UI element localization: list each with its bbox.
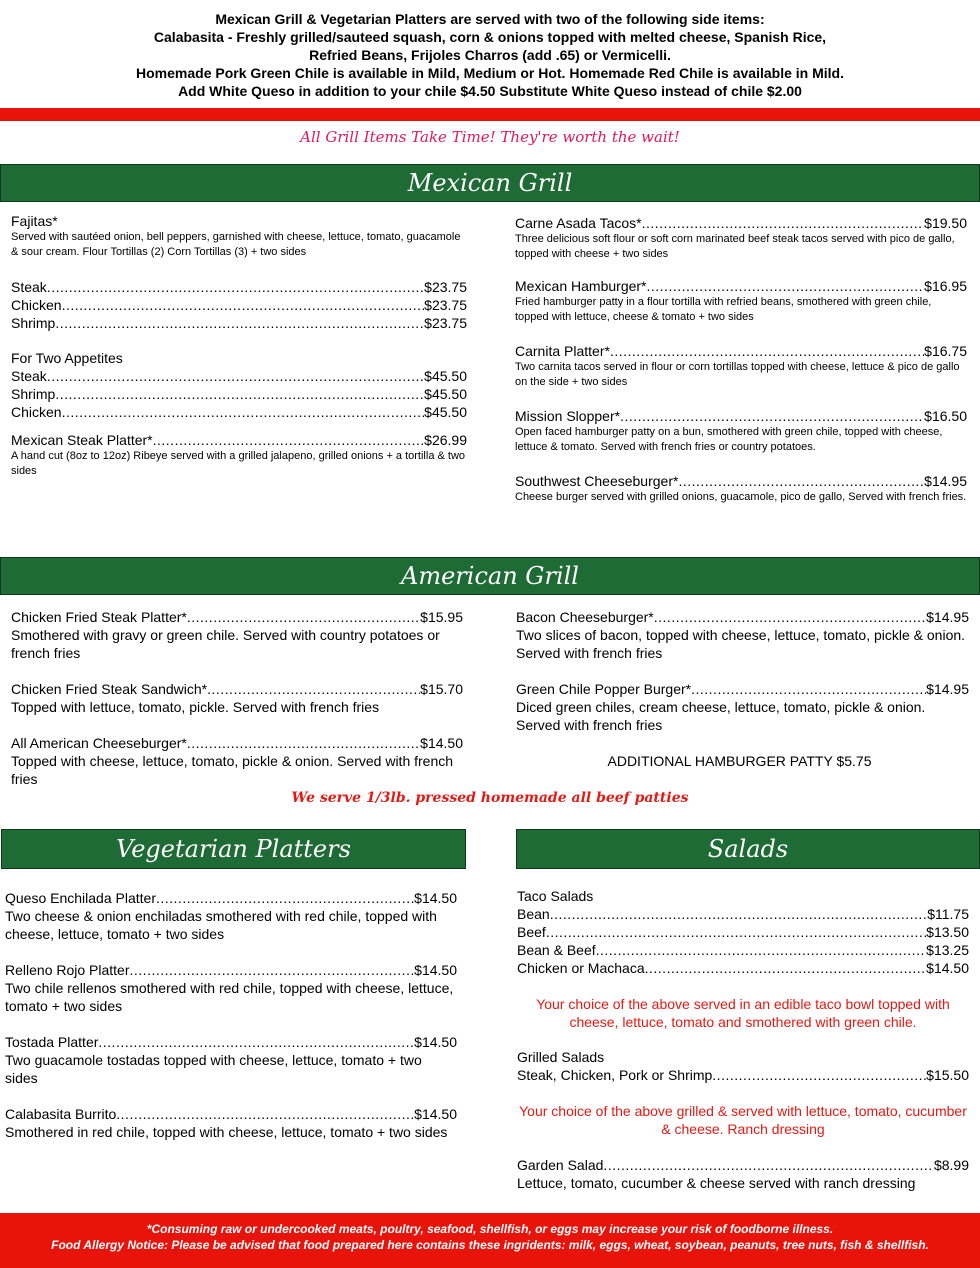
menu-row: Steak, Chicken, Pork or Shrimp ..... $15.50	[517, 1066, 969, 1084]
item-desc: Two cheese & onion enchiladas smothered with red chile, topped with cheese, lettuce, tomato + two sides	[5, 908, 437, 942]
intro-line: Calabasita - Freshly grilled/sauteed squash, corn & onions topped with melted cheese, Spanish Rice,	[153, 29, 827, 45]
salads-column	[517, 888, 969, 1192]
menu-row: Bean & Beef ..... $13.25	[517, 941, 969, 959]
intro-line: Mexican Grill & Vegetarian Platters are served with two of the following side items:	[215, 11, 765, 27]
menu-row: Garden Salad ..... $8.99	[517, 1156, 969, 1174]
red-divider	[0, 108, 980, 121]
menu-row: Relleno Rojo Platter ..... $14.50	[5, 961, 457, 979]
item-desc: Lettuce, tomato, cucumber & cheese served with ranch dressing	[517, 1175, 916, 1191]
item-desc: Two carnita tacos served in flour or corn tortillas topped with cheese, lettuce & pico de gallo on the side + two sides	[515, 361, 960, 388]
menu-row: Green Chile Popper Burger* ..... $14.95	[516, 680, 969, 698]
menu-row: Steak ..... $23.75	[11, 278, 467, 296]
menu-row: Mission Slopper* ..... $16.50	[515, 407, 967, 425]
menu-row: Mexican Steak Platter* ..... $26.99	[11, 431, 467, 449]
fajitas-title: Fajitas*	[11, 213, 58, 229]
menu-row: Mexican Hamburger* ..... $16.95	[515, 277, 967, 295]
salads-banner: Salads	[516, 829, 980, 869]
footer-line: *Consuming raw or undercooked meats, poultry, seafood, shellfish, or eggs may increase your risk of foodborne illness.	[146, 1222, 834, 1236]
vegetarian-platters-banner: Vegetarian Platters	[1, 829, 466, 869]
mexican-grill-banner: Mexican Grill	[0, 164, 980, 202]
taco-salad-note: Your choice of the above served in an edible taco bowl topped with cheese, lettuce, tomato and smothered with green chile.	[536, 996, 950, 1030]
american-left-column	[11, 608, 463, 788]
additional-patty-note: ADDITIONAL HAMBURGER PATTY $5.75	[607, 753, 872, 769]
menu-row: Chicken ..... $23.75	[11, 296, 467, 314]
intro-line: Refried Beans, Frijoles Charros (add .65) or Vermicelli.	[309, 47, 671, 63]
taco-salads-title: Taco Salads	[517, 888, 594, 904]
menu-row: Carne Asada Tacos* ..... $19.50	[515, 214, 967, 232]
american-grill-banner: American Grill	[0, 557, 980, 595]
mexican-left-column	[11, 213, 467, 479]
menu-row: Shrimp ..... $23.75	[11, 314, 467, 332]
vegetarian-column	[5, 889, 457, 1141]
menu-row: Chicken Fried Steak Platter* ..... $15.95	[11, 608, 463, 626]
intro-line: Add White Queso in addition to your chile $4.50 Substitute White Queso instead of chile $2.00	[178, 83, 802, 99]
item-desc: Two guacamole tostadas topped with cheese, lettuce, tomato + two sides	[5, 1052, 422, 1086]
fajitas-desc: Served with sautéed onion, bell peppers, garnished with cheese, lettuce, tomato, guacamole & sour cream. Flour Tortillas (2) Corn Tortillas (3) + two sides	[11, 231, 461, 258]
menu-row: Carnita Platter* ..... $16.75	[515, 342, 967, 360]
footer-line: Food Allergy Notice: Please be advised that food prepared here contains these ingridents: milk, eggs, wheat, soybean, peanuts, tree nuts, fish & shellfish.	[51, 1238, 929, 1252]
menu-row: Chicken ..... $45.50	[11, 403, 467, 421]
sides-intro	[0, 10, 980, 100]
grilled-salad-note: Your choice of the above grilled & served with lettuce, tomato, cucumber & cheese. Ranch dressing	[519, 1103, 967, 1137]
american-right-column	[516, 608, 969, 770]
item-desc: A hand cut (8oz to 12oz) Ribeye served with a grilled jalapeno, grilled onions + a tortilla & two sides	[11, 450, 466, 477]
menu-row: Southwest Cheeseburger* ..... $14.95	[515, 472, 967, 490]
item-desc: Fried hamburger patty in a flour tortilla with refried beans, smothered with green chile, topped with lettuce, cheese & tomato + two sides	[515, 296, 932, 323]
menu-row: Bacon Cheeseburger* ..... $14.95	[516, 608, 969, 626]
intro-line: Homemade Pork Green Chile is available in Mild, Medium or Hot. Homemade Red Chile is available in Mild.	[136, 65, 844, 81]
menu-row: Bean ..... $11.75	[517, 905, 969, 923]
item-desc: Three delicious soft flour or soft corn marinated beef steak tacos served with pico de gallo, topped with cheese + two sides	[515, 233, 955, 260]
mexican-right-column	[515, 214, 967, 505]
item-desc: Smothered in red chile, topped with cheese, lettuce, tomato + two sides	[5, 1124, 448, 1140]
item-desc: Smothered with gravy or green chile. Served with country potatoes or french fries	[11, 627, 440, 661]
for-two-title: For Two Appetites	[11, 350, 123, 366]
menu-row: Chicken or Machaca ..... $14.50	[517, 959, 969, 977]
item-desc: Diced green chiles, cream cheese, lettuce, tomato, pickle & onion. Served with french fries	[516, 699, 926, 733]
menu-row: Queso Enchilada Platter ..... $14.50	[5, 889, 457, 907]
item-desc: Cheese burger served with grilled onions, guacamole, pico de gallo, Served with french fries.	[515, 491, 967, 503]
menu-row: All American Cheeseburger* ..... $14.50	[11, 734, 463, 752]
menu-row: Shrimp ..... $45.50	[11, 385, 467, 403]
menu-row: Chicken Fried Steak Sandwich* ..... $15.70	[11, 680, 463, 698]
grilled-salads-title: Grilled Salads	[517, 1049, 605, 1065]
menu-row: Steak ..... $45.50	[11, 367, 467, 385]
menu-row: Beef ..... $13.50	[517, 923, 969, 941]
allergy-footer	[0, 1213, 980, 1268]
menu-row: Tostada Platter ..... $14.50	[5, 1033, 457, 1051]
item-desc: Open faced hamburger patty on a bun, smothered with green chile, topped with cheese, lettuce & tomato. Served with french fries or country potatoes.	[515, 426, 943, 453]
item-desc: Topped with cheese, lettuce, tomato, pickle & onion. Served with french fries	[11, 753, 454, 787]
patty-note: We serve 1/3lb. pressed homemade all beef patties	[291, 790, 689, 806]
grill-tagline: All Grill Items Take Time! They're worth the wait!	[300, 128, 680, 146]
menu-row: Calabasita Burrito ..... $14.50	[5, 1105, 457, 1123]
item-desc: Topped with lettuce, tomato, pickle. Served with french fries	[11, 699, 380, 715]
item-desc: Two slices of bacon, topped with cheese, lettuce, tomato, pickle & onion. Served with french fries	[516, 627, 966, 661]
item-desc: Two chile rellenos smothered with red chile, topped with cheese, lettuce, tomato + two sides	[5, 980, 454, 1014]
